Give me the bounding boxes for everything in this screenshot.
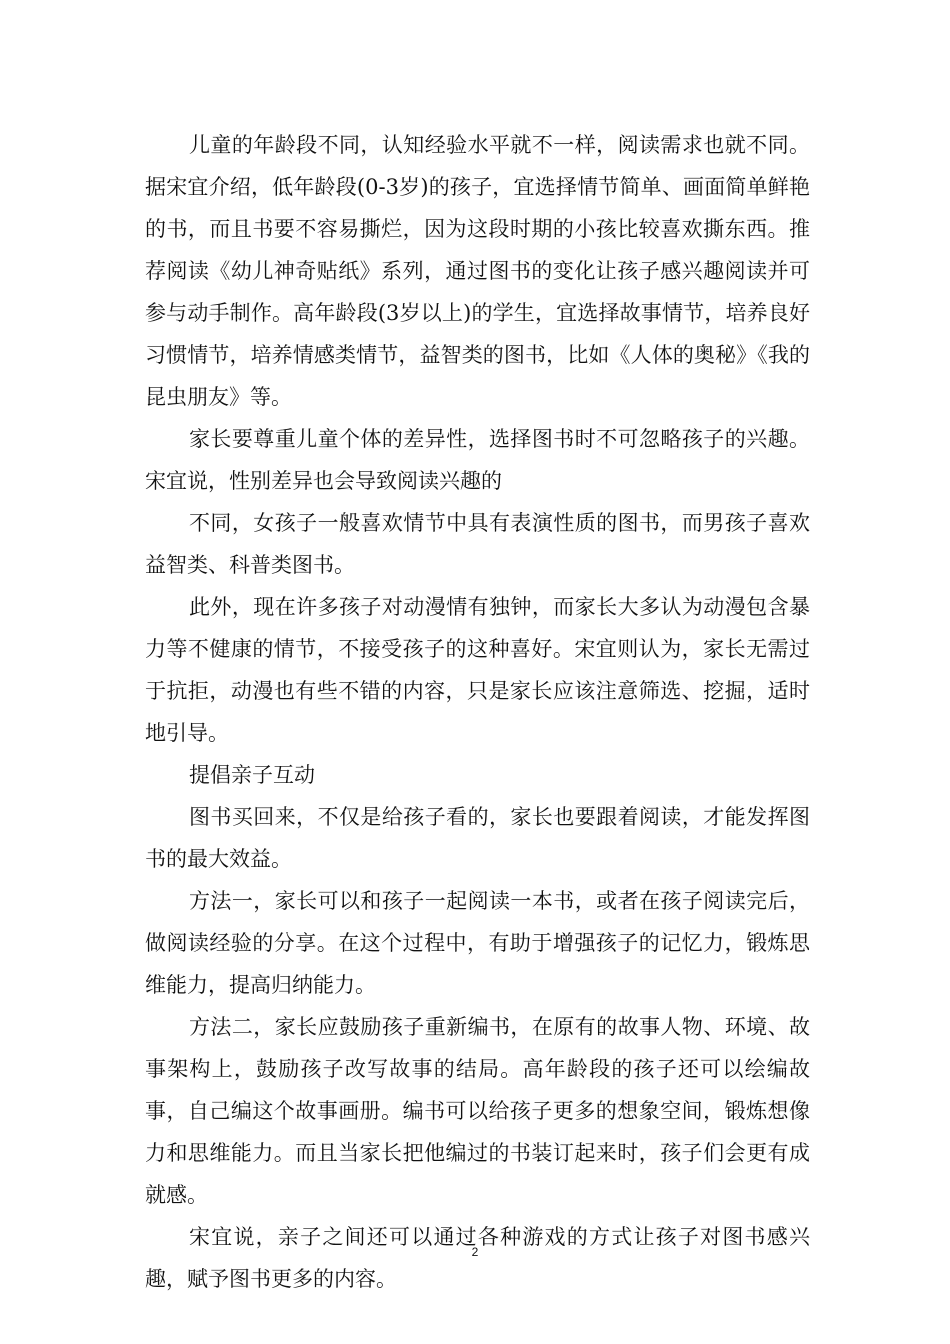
paragraph-method-one: 方法一，家长可以和孩子一起阅读一本书，或者在孩子阅读完后，做阅读经验的分享。在这个过程中，有助于增强孩子的记忆力，锻炼思维能力，提高归纳能力。 (145, 889, 810, 997)
paragraph-animation: 此外，现在许多孩子对动漫情有独钟，而家长大多认为动漫包含暴力等不健康的情节，不接受孩子的这种喜好。宋宜则认为，家长无需过于抗拒，动漫也有些不错的内容，只是家长应该注意筛选、挖掘，适时地引导。 (145, 595, 810, 745)
section-heading-parent-child-interaction: 提倡亲子互动 (189, 763, 315, 787)
paragraph-parents-reading: 图书买回来，不仅是给孩子看的，家长也要跟着阅读，才能发挥图书的最大效益。 (145, 805, 810, 871)
paragraph-games: 宋宜说，亲子之间还可以通过各种游戏的方式让孩子对图书感兴趣，赋予图书更多的内容。 (145, 1225, 810, 1291)
paragraph-age-groups: 儿童的年龄段不同，认知经验水平就不一样，阅读需求也就不同。据宋宜介绍，低年龄段(0-3岁)的孩子，宜选择情节简单、画面简单鲜艳的书，而且书要不容易撕烂，因为这段时期的小孩比较喜欢撕东西。推荐阅读《幼儿神奇贴纸》系列，通过图书的变化让孩子感兴趣阅读并可参与动手制作。高年龄段(3岁以上)的学生，宜选择故事情节，培养良好习惯情节，培养情感类情节，益智类的图书，比如《人体的奥秘》《我的昆虫朋友》等。 (145, 133, 810, 409)
page-number: 2 (471, 1245, 479, 1259)
paragraph-method-two: 方法二，家长应鼓励孩子重新编书，在原有的故事人物、环境、故事架构上，鼓励孩子改写故事的结局。高年龄段的孩子还可以绘编故事，自己编这个故事画册。编书可以给孩子更多的想象空间，锻炼想像力和思维能力。而且当家长把他编过的书装订起来时，孩子们会更有成就感。 (145, 1015, 810, 1207)
paragraph-gender-preferences: 不同，女孩子一般喜欢情节中具有表演性质的图书，而男孩子喜欢益智类、科普类图书。 (145, 511, 810, 577)
paragraph-individual-differences: 家长要尊重儿童个体的差异性，选择图书时不可忽略孩子的兴趣。宋宜说，性别差异也会导致阅读兴趣的 (145, 427, 810, 493)
document-body (145, 124, 810, 1300)
